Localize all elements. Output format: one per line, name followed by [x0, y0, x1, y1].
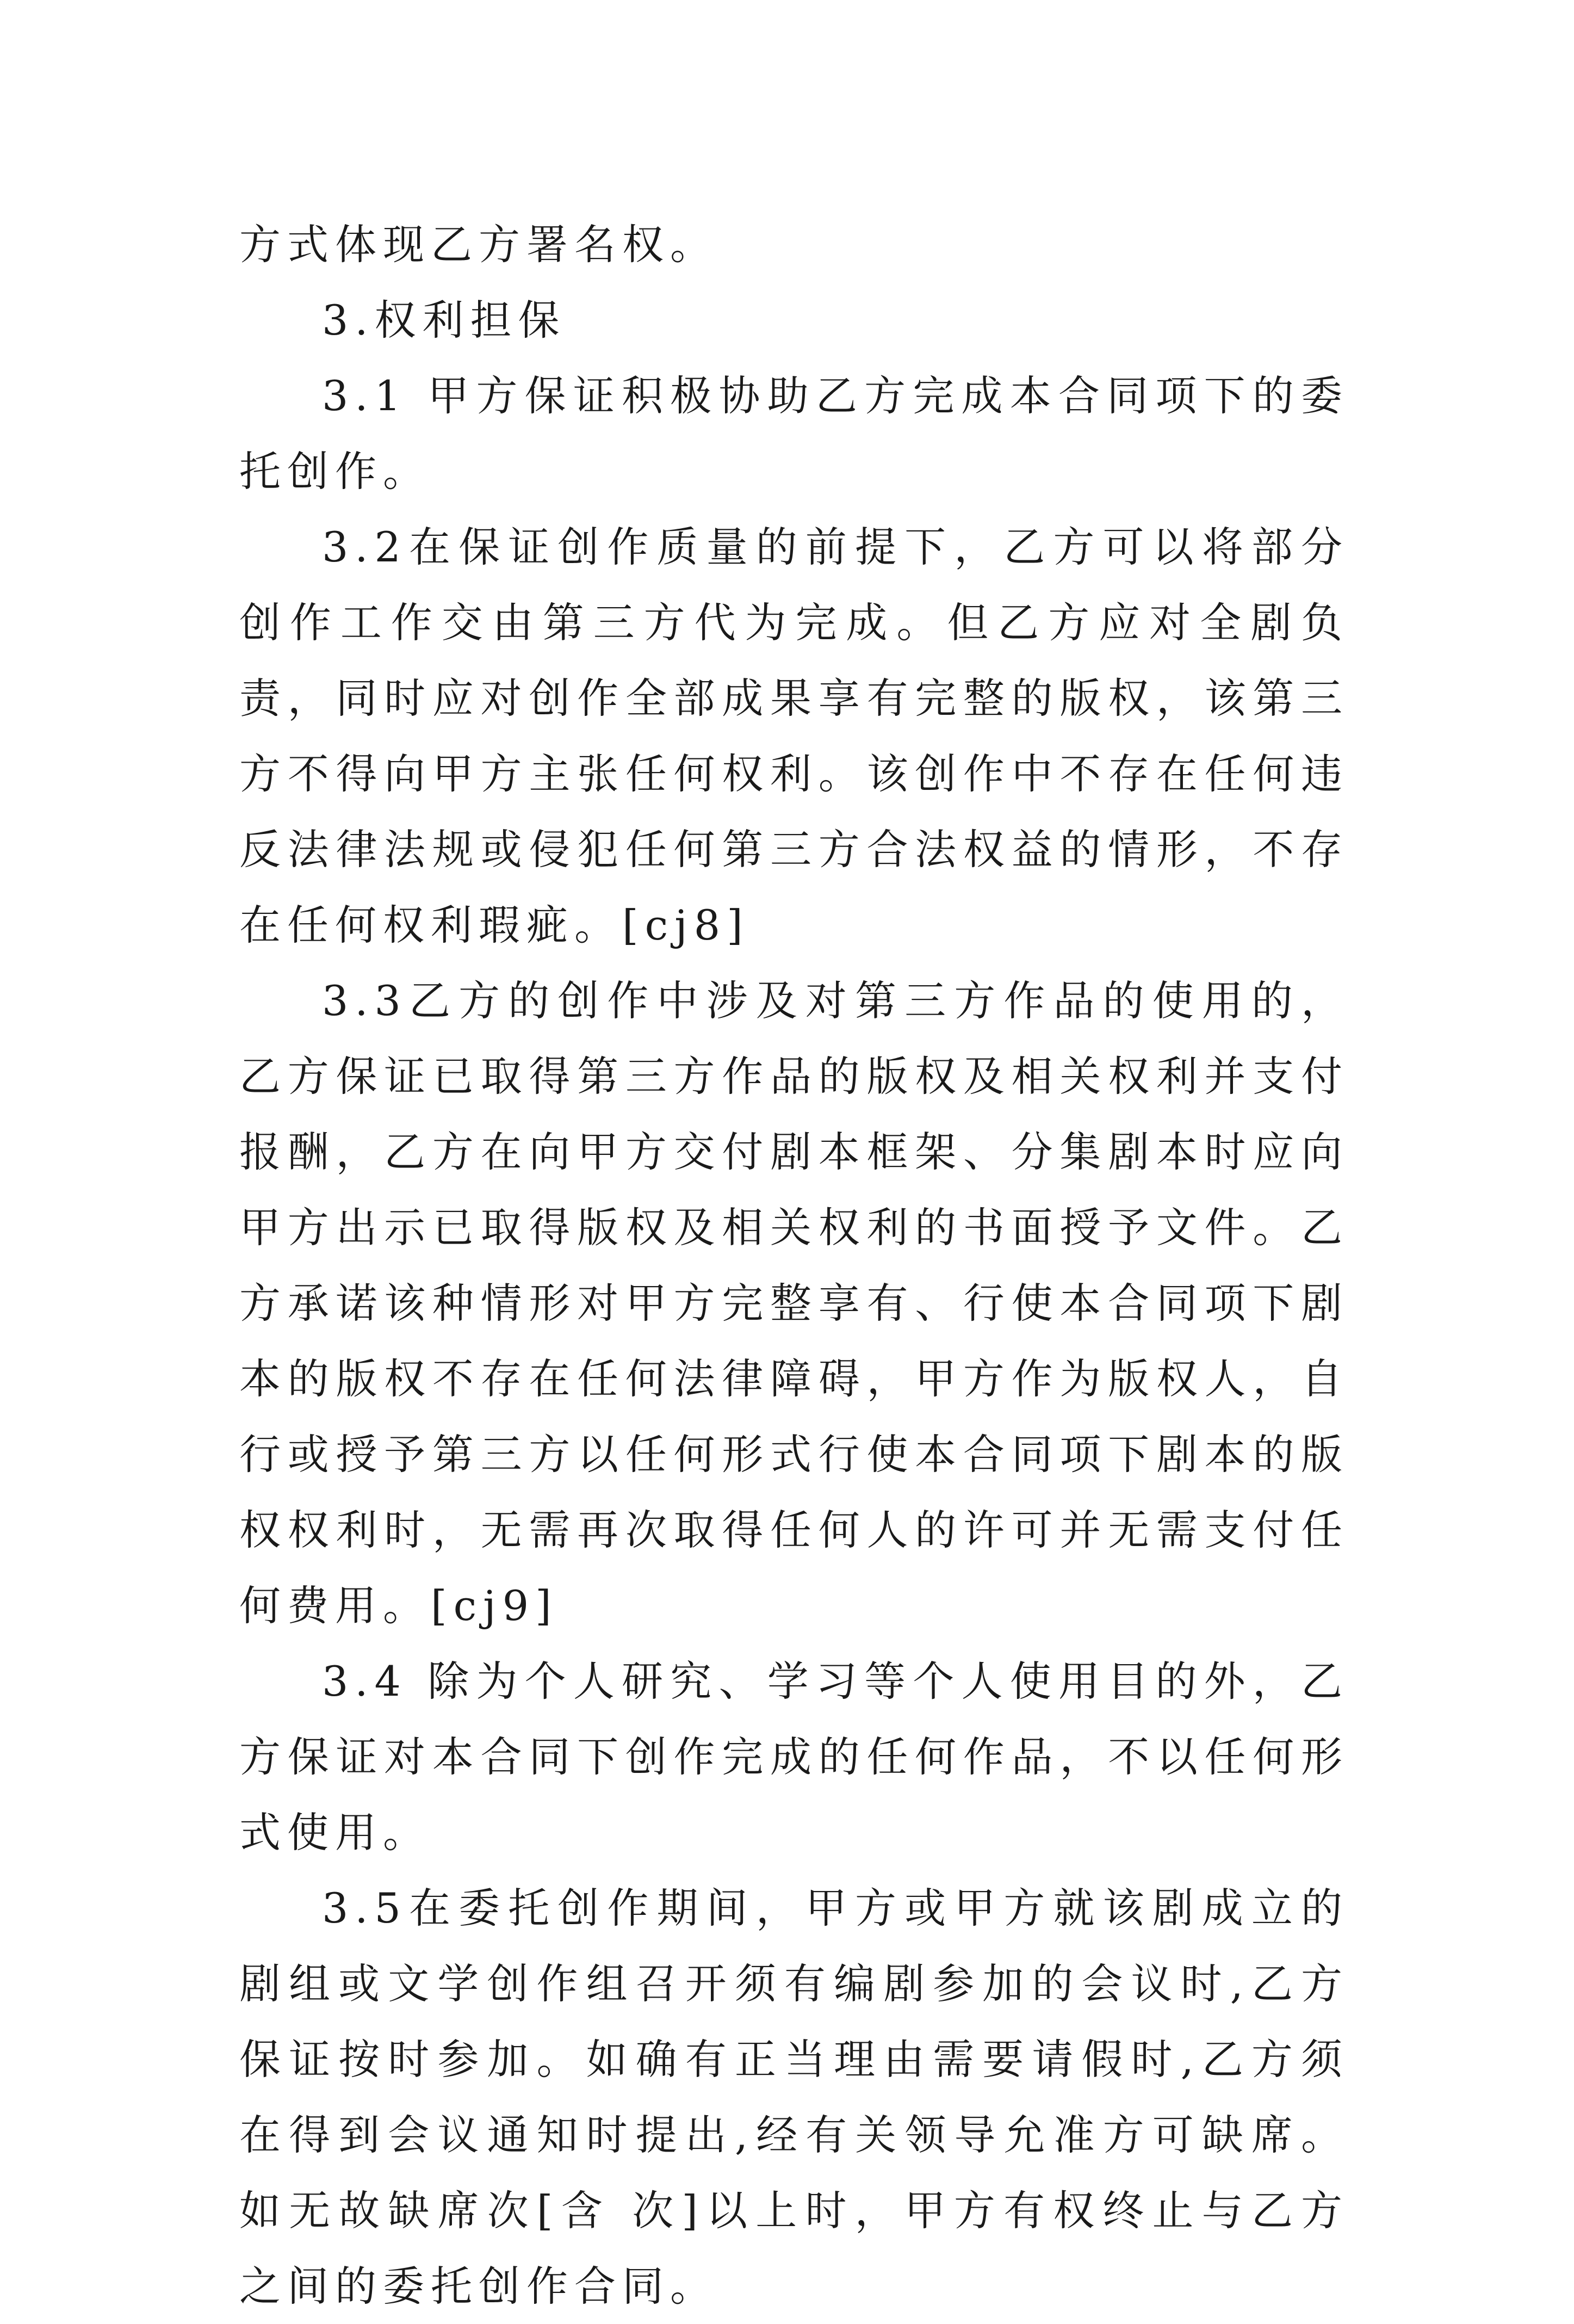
clause-3-3: 3.3乙方的创作中涉及对第三方作品的使用的，乙方保证已取得第三方作品的版权及相关权利并支付报酬，乙方在向甲方交付剧本框架、分集剧本时应向甲方出示已取得版权及相关权利的书面授予文件。乙方承诺该种情形对甲方完整享有、行使本合同项下剧本的版权不存在任何法律障碍，甲方作为版权人，自行或授予第三方以任何形式行使本合同项下剧本的版权权利时，无需再次取得任何人的许可并无需支付任何费用。[cj9] — [239, 976, 1349, 1630]
clause-3-2: 3.2在保证创作质量的前提下，乙方可以将部分创作工作交由第三方代为完成。但乙方应对全剧负责，同时应对创作全部成果享有完整的版权，该第三方不得向甲方主张任何权利。该创作中不存在任何违反法律法规或侵犯任何第三方合法权益的情形，不存在任何权利瑕疵。[cj8] — [239, 523, 1349, 949]
clause-3-1: 3.1 甲方保证积极协助乙方完成本合同项下的委托创作。 — [239, 372, 1349, 496]
clause-3-5: 3.5在委托创作期间，甲方或甲方就该剧成立的剧组或文学创作组召开须有编剧参加的会议时,乙方保证按时参加。如确有正当理由需要请假时,乙方须在得到会议通知时提出,经有关领导允准方可缺席。如无故缺席次[含 次]以上时，甲方有权终止与乙方之间的委托创作合同。 — [239, 1884, 1349, 2310]
paragraph-continuation: 方式体现乙方署名权。 — [239, 220, 718, 269]
section-heading-rights-guarantee: 3.权利担保 — [322, 296, 566, 344]
clause-3-4: 3.4 除为个人研究、学习等个人使用目的外，乙方保证对本合同下创作完成的任何作品，不以任何形式使用。 — [239, 1657, 1349, 1857]
document-body — [239, 207, 1349, 2324]
